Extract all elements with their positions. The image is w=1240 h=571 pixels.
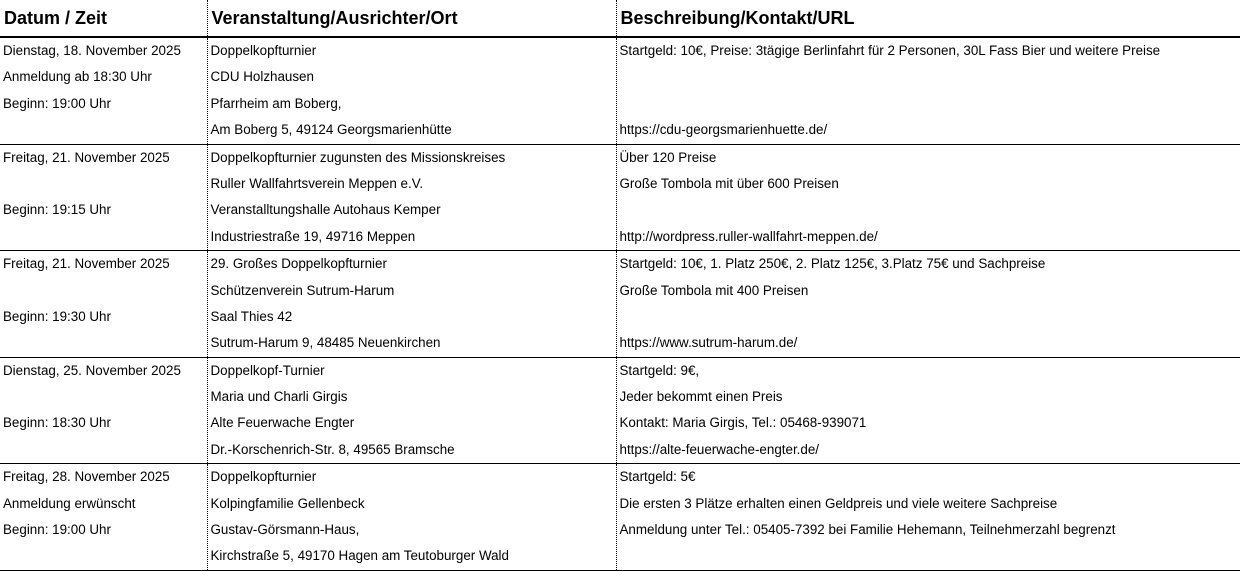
datetime-cell-line	[0, 224, 207, 250]
datetime-cell-line: Beginn: 19:00 Uhr	[0, 91, 207, 117]
datetime-cell-line: Beginn: 19:30 Uhr	[0, 304, 207, 330]
description-cell-line: Große Tombola mit über 600 Preisen	[617, 171, 1240, 197]
description-cell-line	[617, 197, 1240, 223]
table-row	[0, 357, 1240, 464]
table-row	[0, 144, 1240, 251]
event-cell-line: Pfarrheim am Boberg,	[208, 91, 616, 117]
datetime-cell-line	[0, 543, 207, 569]
description-cell	[616, 37, 1240, 144]
description-cell-line: Jeder bekommt einen Preis	[617, 384, 1240, 410]
description-cell-line: Große Tombola mit 400 Preisen	[617, 278, 1240, 304]
datetime-cell-line	[0, 117, 207, 143]
description-cell-line: Kontakt: Maria Girgis, Tel.: 05468-939071	[617, 410, 1240, 436]
description-cell-line: Startgeld: 5€	[617, 464, 1240, 490]
description-cell-line	[617, 543, 1240, 569]
description-cell-line: http://wordpress.ruller-wallfahrt-meppen.de/	[617, 224, 1240, 250]
event-cell-line: Alte Feuerwache Engter	[208, 410, 616, 436]
datetime-cell-line: Dienstag, 18. November 2025	[0, 38, 207, 64]
description-cell-line: Startgeld: 10€, Preise: 3tägige Berlinfahrt für 2 Personen, 30L Fass Bier und weitere Preise	[617, 38, 1240, 64]
event-cell	[207, 464, 616, 571]
header-veranstaltung: Veranstaltung/Ausrichter/Ort	[207, 0, 616, 37]
datetime-cell-line: Anmeldung ab 18:30 Uhr	[0, 64, 207, 90]
event-cell	[207, 37, 616, 144]
description-cell-line: https://alte-feuerwache-engter.de/	[617, 437, 1240, 463]
event-cell-line: Schützenverein Sutrum-Harum	[208, 278, 616, 304]
table-row	[0, 37, 1240, 144]
event-cell-line: Kolpingfamilie Gellenbeck	[208, 491, 616, 517]
datetime-cell-line: Freitag, 21. November 2025	[0, 145, 207, 171]
datetime-cell-line	[0, 330, 207, 356]
event-cell-line: 29. Großes Doppelkopfturnier	[208, 251, 616, 277]
description-cell-line	[617, 91, 1240, 117]
description-cell	[616, 464, 1240, 571]
datetime-cell	[0, 357, 207, 464]
description-cell	[616, 144, 1240, 251]
datetime-cell-line: Dienstag, 25. November 2025	[0, 358, 207, 384]
description-cell-line	[617, 64, 1240, 90]
header-beschreibung: Beschreibung/Kontakt/URL	[616, 0, 1240, 37]
event-cell-line: Saal Thies 42	[208, 304, 616, 330]
datetime-cell-line	[0, 278, 207, 304]
description-cell	[616, 251, 1240, 358]
event-cell-line: Veranstalltungshalle Autohaus Kemper	[208, 197, 616, 223]
event-cell-line: Doppelkopfturnier	[208, 464, 616, 490]
description-cell-line: Die ersten 3 Plätze erhalten einen Geldpreis und viele weitere Sachpreise	[617, 491, 1240, 517]
events-body	[0, 37, 1240, 570]
event-cell-line: Doppelkopfturnier zugunsten des Missionskreises	[208, 145, 616, 171]
datetime-cell-line: Beginn: 19:00 Uhr	[0, 517, 207, 543]
description-cell-line: https://www.sutrum-harum.de/	[617, 330, 1240, 356]
event-cell-line: Doppelkopf-Turnier	[208, 358, 616, 384]
description-cell	[616, 357, 1240, 464]
event-cell-line: Sutrum-Harum 9, 48485 Neuenkirchen	[208, 330, 616, 356]
datetime-cell	[0, 144, 207, 251]
datetime-cell-line: Freitag, 21. November 2025	[0, 251, 207, 277]
event-cell-line: CDU Holzhausen	[208, 64, 616, 90]
event-cell-line: Am Boberg 5, 49124 Georgsmarienhütte	[208, 117, 616, 143]
event-cell-line: Kirchstraße 5, 49170 Hagen am Teutoburger Wald	[208, 543, 616, 569]
event-cell-line: Maria und Charli Girgis	[208, 384, 616, 410]
event-cell	[207, 144, 616, 251]
event-cell-line: Gustav-Görsmann-Haus,	[208, 517, 616, 543]
description-cell-line: Startgeld: 10€, 1. Platz 250€, 2. Platz 125€, 3.Platz 75€ und Sachpreise	[617, 251, 1240, 277]
datetime-cell-line: Anmeldung erwünscht	[0, 491, 207, 517]
datetime-cell-line	[0, 171, 207, 197]
description-cell-line	[617, 304, 1240, 330]
datetime-cell	[0, 37, 207, 144]
event-cell	[207, 251, 616, 358]
event-cell-line: Doppelkopfturnier	[208, 38, 616, 64]
event-cell-line: Ruller Wallfahrtsverein Meppen e.V.	[208, 171, 616, 197]
datetime-cell-line: Beginn: 19:15 Uhr	[0, 197, 207, 223]
datetime-cell-line: Beginn: 18:30 Uhr	[0, 410, 207, 436]
event-cell	[207, 357, 616, 464]
datetime-cell-line: Freitag, 28. November 2025	[0, 464, 207, 490]
table-row	[0, 251, 1240, 358]
header-datum-zeit: Datum / Zeit	[0, 0, 207, 37]
datetime-cell	[0, 251, 207, 358]
event-cell-line: Dr.-Korschenrich-Str. 8, 49565 Bramsche	[208, 437, 616, 463]
description-cell-line: Startgeld: 9€,	[617, 358, 1240, 384]
description-cell-line: https://cdu-georgsmarienhuette.de/	[617, 117, 1240, 143]
datetime-cell-line	[0, 384, 207, 410]
description-cell-line: Anmeldung unter Tel.: 05405-7392 bei Familie Hehemann, Teilnehmerzahl begrenzt	[617, 517, 1240, 543]
description-cell-line: Über 120 Preise	[617, 145, 1240, 171]
event-cell-line: Industriestraße 19, 49716 Meppen	[208, 224, 616, 250]
header-row	[0, 0, 1240, 37]
table-row	[0, 464, 1240, 571]
datetime-cell	[0, 464, 207, 571]
datetime-cell-line	[0, 437, 207, 463]
